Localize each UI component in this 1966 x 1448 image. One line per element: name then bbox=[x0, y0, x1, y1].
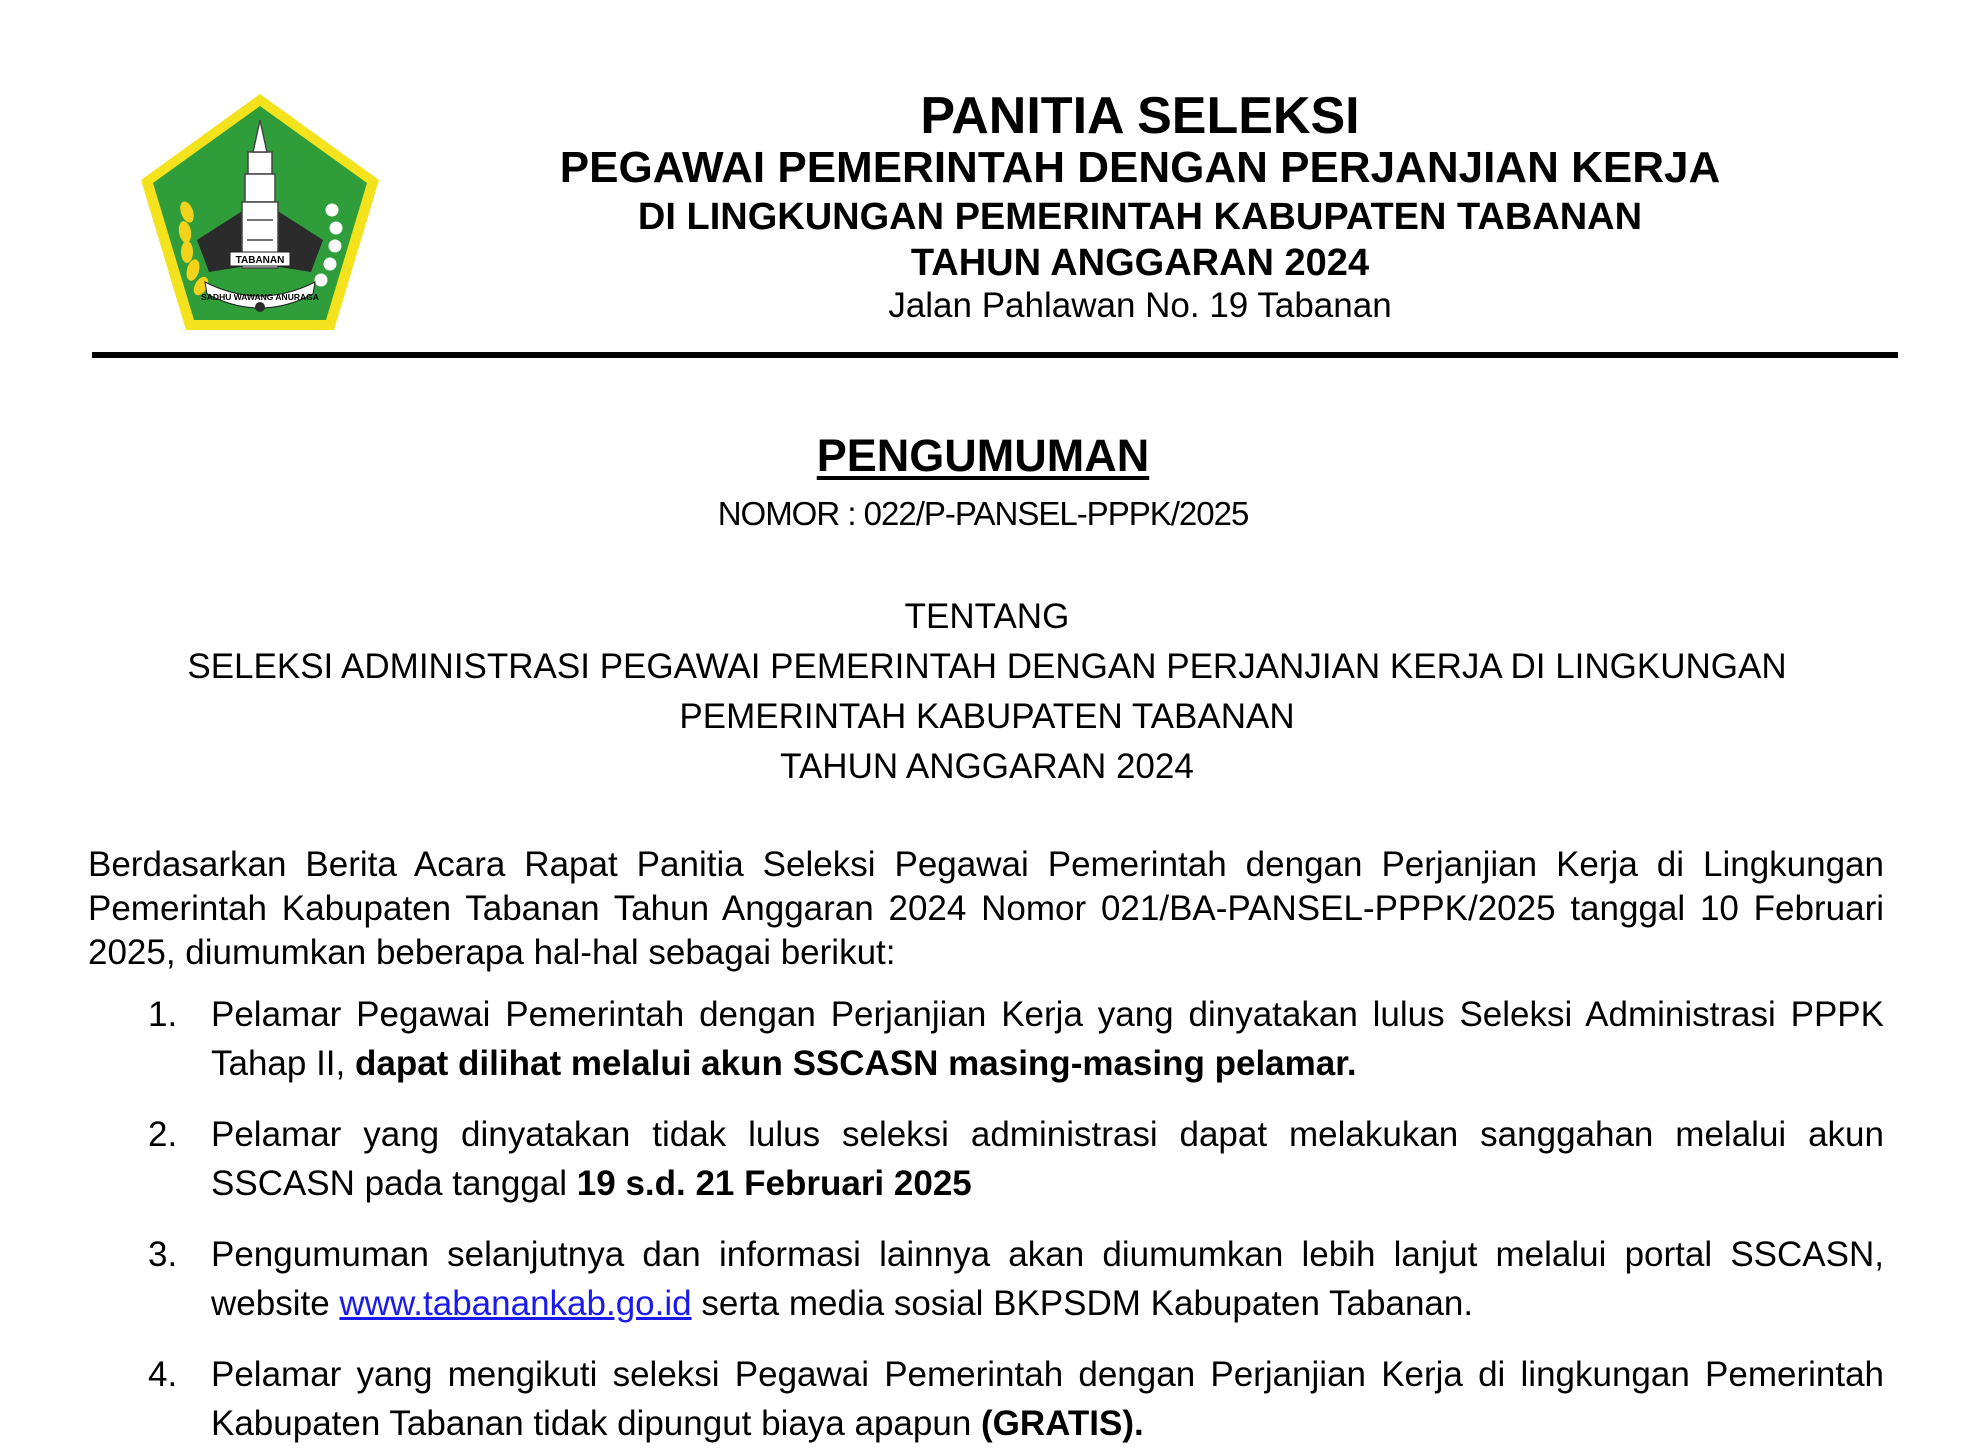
letterhead-divider bbox=[92, 352, 1898, 358]
subject-line-3: TAHUN ANGGARAN 2024 bbox=[780, 747, 1194, 786]
list-item-text: Pelamar yang mengikuti seleksi Pegawai Pemerintah dengan Perjanjian Kerja di lingkungan Pemerintah Kabupaten Tabanan tidak dipungut biaya apapun (GRATIS). bbox=[211, 1355, 1884, 1443]
letterhead bbox=[470, 86, 1810, 326]
subject-line-2: PEMERINTAH KABUPATEN TABANAN bbox=[679, 697, 1295, 736]
list-item-number: 4. bbox=[148, 1355, 178, 1394]
announcement-number: NOMOR : 022/P-PANSEL-PPPK/2025 bbox=[717, 495, 1249, 532]
list-item-number: 1. bbox=[148, 995, 178, 1034]
letterhead-line-1: PANITIA SELEKSI bbox=[920, 87, 1360, 145]
logo-text-top: TABANAN bbox=[235, 255, 285, 266]
logo-text-bottom: SADHU WAWANG ANURAGA bbox=[201, 292, 319, 302]
list-item bbox=[148, 990, 1884, 1088]
list-item-text: Pelamar Pegawai Pemerintah dengan Perjanjian Kerja yang dinyatakan lulus Seleksi Administrasi PPPK Tahap II, dapat dilihat melalui akun SSCASN masing-masing pelamar. bbox=[211, 995, 1884, 1083]
list-item bbox=[148, 1350, 1884, 1448]
letterhead-address: Jalan Pahlawan No. 19 Tabanan bbox=[888, 286, 1392, 325]
list-item bbox=[148, 1230, 1884, 1328]
website-link[interactable]: www.tabanankab.go.id bbox=[339, 1284, 692, 1323]
list-item-number: 2. bbox=[148, 1115, 178, 1154]
subject-line-1: SELEKSI ADMINISTRASI PEGAWAI PEMERINTAH DENGAN PERJANJIAN KERJA DI LINGKUNGAN bbox=[187, 647, 1787, 686]
list-item bbox=[148, 1110, 1884, 1208]
letterhead-line-2: PEGAWAI PEMERINTAH DENGAN PERJANJIAN KERJA bbox=[559, 143, 1721, 192]
list-item-text: Pengumuman selanjutnya dan informasi lainnya akan diumumkan lebih lanjut melalui portal SSCASN, website www.tabanankab.go.id serta media sosial BKPSDM Kabupaten Tabanan. bbox=[211, 1235, 1884, 1323]
list-item-number: 3. bbox=[148, 1235, 178, 1274]
intro-paragraph: Berdasarkan Berita Acara Rapat Panitia Seleksi Pegawai Pemerintah dengan Perjanjian Kerja di Lingkungan Pemerintah Kabupaten Tabanan Tahun Anggaran 2024 Nomor 021/BA-PANSEL-PPPK/2025 tanggal 10 Februari 2025, diumumkan beberapa hal-hal sebagai berikut: bbox=[88, 845, 1884, 972]
letterhead-line-4: TAHUN ANGGARAN 2024 bbox=[910, 242, 1370, 284]
tabanan-regency-logo bbox=[135, 90, 385, 338]
subject-block bbox=[92, 592, 1882, 792]
list-item-text: Pelamar yang dinyatakan tidak lulus seleksi administrasi dapat melakukan sanggahan melalui akun SSCASN pada tanggal 19 s.d. 21 Februari 2025 bbox=[211, 1115, 1884, 1203]
subject-label: TENTANG bbox=[904, 597, 1070, 636]
letterhead-line-3: DI LINGKUNGAN PEMERINTAH KABUPATEN TABANAN bbox=[637, 196, 1643, 238]
announcement-title: PENGUMUMAN bbox=[816, 430, 1150, 481]
